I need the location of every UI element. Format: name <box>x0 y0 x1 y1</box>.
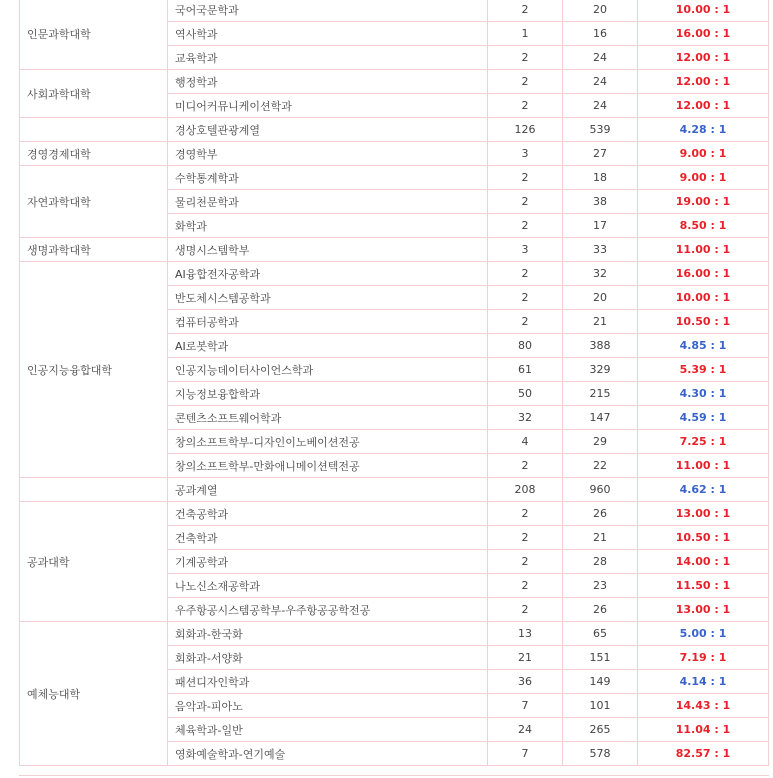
department-cell: 건축학과 <box>168 526 488 550</box>
quota-cell: 2 <box>488 46 563 70</box>
college-cell: 경영경제대학 <box>20 142 168 166</box>
quota-cell: 32 <box>488 406 563 430</box>
competition-rate-cell: 9.00 : 1 <box>638 166 769 190</box>
quota-cell: 2 <box>488 502 563 526</box>
competition-rate-cell: 10.00 : 1 <box>638 286 769 310</box>
applicants-cell: 215 <box>563 382 638 406</box>
department-cell: 창의소프트학부-만화애니메이션텍전공 <box>168 454 488 478</box>
college-cell: 생명과학대학 <box>20 238 168 262</box>
competition-rate-table <box>19 0 769 766</box>
department-cell: 교육학과 <box>168 46 488 70</box>
competition-rate-cell: 14.43 : 1 <box>638 694 769 718</box>
applicants-cell: 38 <box>563 190 638 214</box>
competition-rate-cell: 4.85 : 1 <box>638 334 769 358</box>
quota-cell: 2 <box>488 550 563 574</box>
department-cell: 수학통계학과 <box>168 166 488 190</box>
department-cell: 콘텐츠소프트웨어학과 <box>168 406 488 430</box>
competition-rate-cell: 5.39 : 1 <box>638 358 769 382</box>
department-cell: 나노신소재공학과 <box>168 574 488 598</box>
quota-cell: 50 <box>488 382 563 406</box>
applicants-cell: 20 <box>563 0 638 22</box>
competition-rate-cell: 16.00 : 1 <box>638 262 769 286</box>
department-cell: 음악과-피아노 <box>168 694 488 718</box>
applicants-cell: 27 <box>563 142 638 166</box>
applicants-cell: 18 <box>563 166 638 190</box>
college-cell: 인공지능융합대학 <box>20 262 168 478</box>
competition-rate-cell: 10.50 : 1 <box>638 526 769 550</box>
quota-cell: 80 <box>488 334 563 358</box>
quota-cell: 2 <box>488 190 563 214</box>
competition-rate-cell: 10.50 : 1 <box>638 310 769 334</box>
applicants-cell: 29 <box>563 430 638 454</box>
department-cell: 경상호텔관광계열 <box>168 118 488 142</box>
college-cell <box>20 118 168 142</box>
competition-rate-cell: 11.50 : 1 <box>638 574 769 598</box>
department-cell: 패션디자인학과 <box>168 670 488 694</box>
department-cell: 공과계열 <box>168 478 488 502</box>
table-row <box>20 478 769 502</box>
applicants-cell: 101 <box>563 694 638 718</box>
applicants-cell: 26 <box>563 502 638 526</box>
competition-rate-cell: 11.04 : 1 <box>638 718 769 742</box>
department-cell: 컴퓨터공학과 <box>168 310 488 334</box>
department-cell: AI융합전자공학과 <box>168 262 488 286</box>
applicants-cell: 24 <box>563 94 638 118</box>
applicants-cell: 16 <box>563 22 638 46</box>
competition-rate-cell: 12.00 : 1 <box>638 70 769 94</box>
quota-cell: 4 <box>488 430 563 454</box>
college-cell <box>20 478 168 502</box>
competition-rate-cell: 11.00 : 1 <box>638 238 769 262</box>
department-cell: 창의소프트학부-디자인이노베이션전공 <box>168 430 488 454</box>
competition-rate-cell: 12.00 : 1 <box>638 46 769 70</box>
department-cell: 체육학과-일반 <box>168 718 488 742</box>
applicants-cell: 32 <box>563 262 638 286</box>
department-cell: 건축공학과 <box>168 502 488 526</box>
department-cell: 경영학부 <box>168 142 488 166</box>
quota-cell: 2 <box>488 214 563 238</box>
competition-rate-cell: 7.25 : 1 <box>638 430 769 454</box>
applicants-cell: 28 <box>563 550 638 574</box>
quota-cell: 24 <box>488 718 563 742</box>
department-cell: AI로봇학과 <box>168 334 488 358</box>
applicants-cell: 33 <box>563 238 638 262</box>
applicants-cell: 65 <box>563 622 638 646</box>
applicants-cell: 388 <box>563 334 638 358</box>
college-cell: 공과대학 <box>20 502 168 622</box>
competition-rate-cell: 14.00 : 1 <box>638 550 769 574</box>
college-cell: 사회과학대학 <box>20 70 168 118</box>
table-row <box>20 622 769 646</box>
table-row <box>20 166 769 190</box>
department-cell: 국어국문학과 <box>168 0 488 22</box>
applicants-cell: 329 <box>563 358 638 382</box>
department-cell: 회화과-한국화 <box>168 622 488 646</box>
competition-rate-cell: 5.00 : 1 <box>638 622 769 646</box>
applicants-cell: 22 <box>563 454 638 478</box>
department-cell: 영화예술학과-연기예술 <box>168 742 488 766</box>
competition-rate-cell: 12.00 : 1 <box>638 94 769 118</box>
table-row <box>20 238 769 262</box>
applicants-cell: 24 <box>563 46 638 70</box>
department-cell: 반도체시스템공학과 <box>168 286 488 310</box>
quota-cell: 208 <box>488 478 563 502</box>
competition-rate-cell: 11.00 : 1 <box>638 454 769 478</box>
quota-cell: 2 <box>488 166 563 190</box>
applicants-cell: 20 <box>563 286 638 310</box>
department-cell: 회화과-서양화 <box>168 646 488 670</box>
competition-rate-cell: 4.30 : 1 <box>638 382 769 406</box>
table-bottom-border <box>19 775 769 776</box>
quota-cell: 2 <box>488 310 563 334</box>
quota-cell: 61 <box>488 358 563 382</box>
quota-cell: 2 <box>488 94 563 118</box>
table-row <box>20 502 769 526</box>
applicants-cell: 149 <box>563 670 638 694</box>
quota-cell: 2 <box>488 262 563 286</box>
applicants-cell: 147 <box>563 406 638 430</box>
applicants-cell: 539 <box>563 118 638 142</box>
quota-cell: 21 <box>488 646 563 670</box>
college-cell: 자연과학대학 <box>20 166 168 238</box>
applicants-cell: 578 <box>563 742 638 766</box>
department-cell: 기계공학과 <box>168 550 488 574</box>
competition-rate-cell: 8.50 : 1 <box>638 214 769 238</box>
quota-cell: 7 <box>488 742 563 766</box>
competition-rate-cell: 4.14 : 1 <box>638 670 769 694</box>
quota-cell: 2 <box>488 526 563 550</box>
quota-cell: 2 <box>488 70 563 94</box>
applicants-cell: 265 <box>563 718 638 742</box>
quota-cell: 13 <box>488 622 563 646</box>
table-row <box>20 70 769 94</box>
quota-cell: 1 <box>488 22 563 46</box>
quota-cell: 2 <box>488 454 563 478</box>
applicants-cell: 960 <box>563 478 638 502</box>
quota-cell: 2 <box>488 0 563 22</box>
table-row <box>20 262 769 286</box>
quota-cell: 7 <box>488 694 563 718</box>
department-cell: 행정학과 <box>168 70 488 94</box>
competition-rate-cell: 82.57 : 1 <box>638 742 769 766</box>
applicants-cell: 26 <box>563 598 638 622</box>
quota-cell: 2 <box>488 598 563 622</box>
department-cell: 화학과 <box>168 214 488 238</box>
table-body <box>20 0 769 766</box>
quota-cell: 3 <box>488 142 563 166</box>
competition-rate-cell: 13.00 : 1 <box>638 502 769 526</box>
applicants-cell: 24 <box>563 70 638 94</box>
applicants-cell: 21 <box>563 310 638 334</box>
competition-rate-cell: 19.00 : 1 <box>638 190 769 214</box>
competition-rate-cell: 13.00 : 1 <box>638 598 769 622</box>
table-row <box>20 0 769 22</box>
college-cell: 예체능대학 <box>20 622 168 766</box>
applicants-cell: 23 <box>563 574 638 598</box>
competition-rate-cell: 16.00 : 1 <box>638 22 769 46</box>
quota-cell: 3 <box>488 238 563 262</box>
applicants-cell: 151 <box>563 646 638 670</box>
table-row <box>20 118 769 142</box>
department-cell: 인공지능데이터사이언스학과 <box>168 358 488 382</box>
competition-rate-cell: 7.19 : 1 <box>638 646 769 670</box>
competition-rate-cell: 4.28 : 1 <box>638 118 769 142</box>
quota-cell: 36 <box>488 670 563 694</box>
competition-rate-cell: 4.59 : 1 <box>638 406 769 430</box>
table-row <box>20 142 769 166</box>
applicants-cell: 21 <box>563 526 638 550</box>
quota-cell: 2 <box>488 574 563 598</box>
department-cell: 물리천문학과 <box>168 190 488 214</box>
competition-rate-cell: 4.62 : 1 <box>638 478 769 502</box>
department-cell: 생명시스템학부 <box>168 238 488 262</box>
department-cell: 우주항공시스템공학부-우주항공공학전공 <box>168 598 488 622</box>
department-cell: 미디어커뮤니케이션학과 <box>168 94 488 118</box>
quota-cell: 2 <box>488 286 563 310</box>
department-cell: 역사학과 <box>168 22 488 46</box>
applicants-cell: 17 <box>563 214 638 238</box>
competition-rate-cell: 10.00 : 1 <box>638 0 769 22</box>
college-cell: 인문과학대학 <box>20 0 168 70</box>
quota-cell: 126 <box>488 118 563 142</box>
competition-rate-cell: 9.00 : 1 <box>638 142 769 166</box>
department-cell: 지능정보융합학과 <box>168 382 488 406</box>
